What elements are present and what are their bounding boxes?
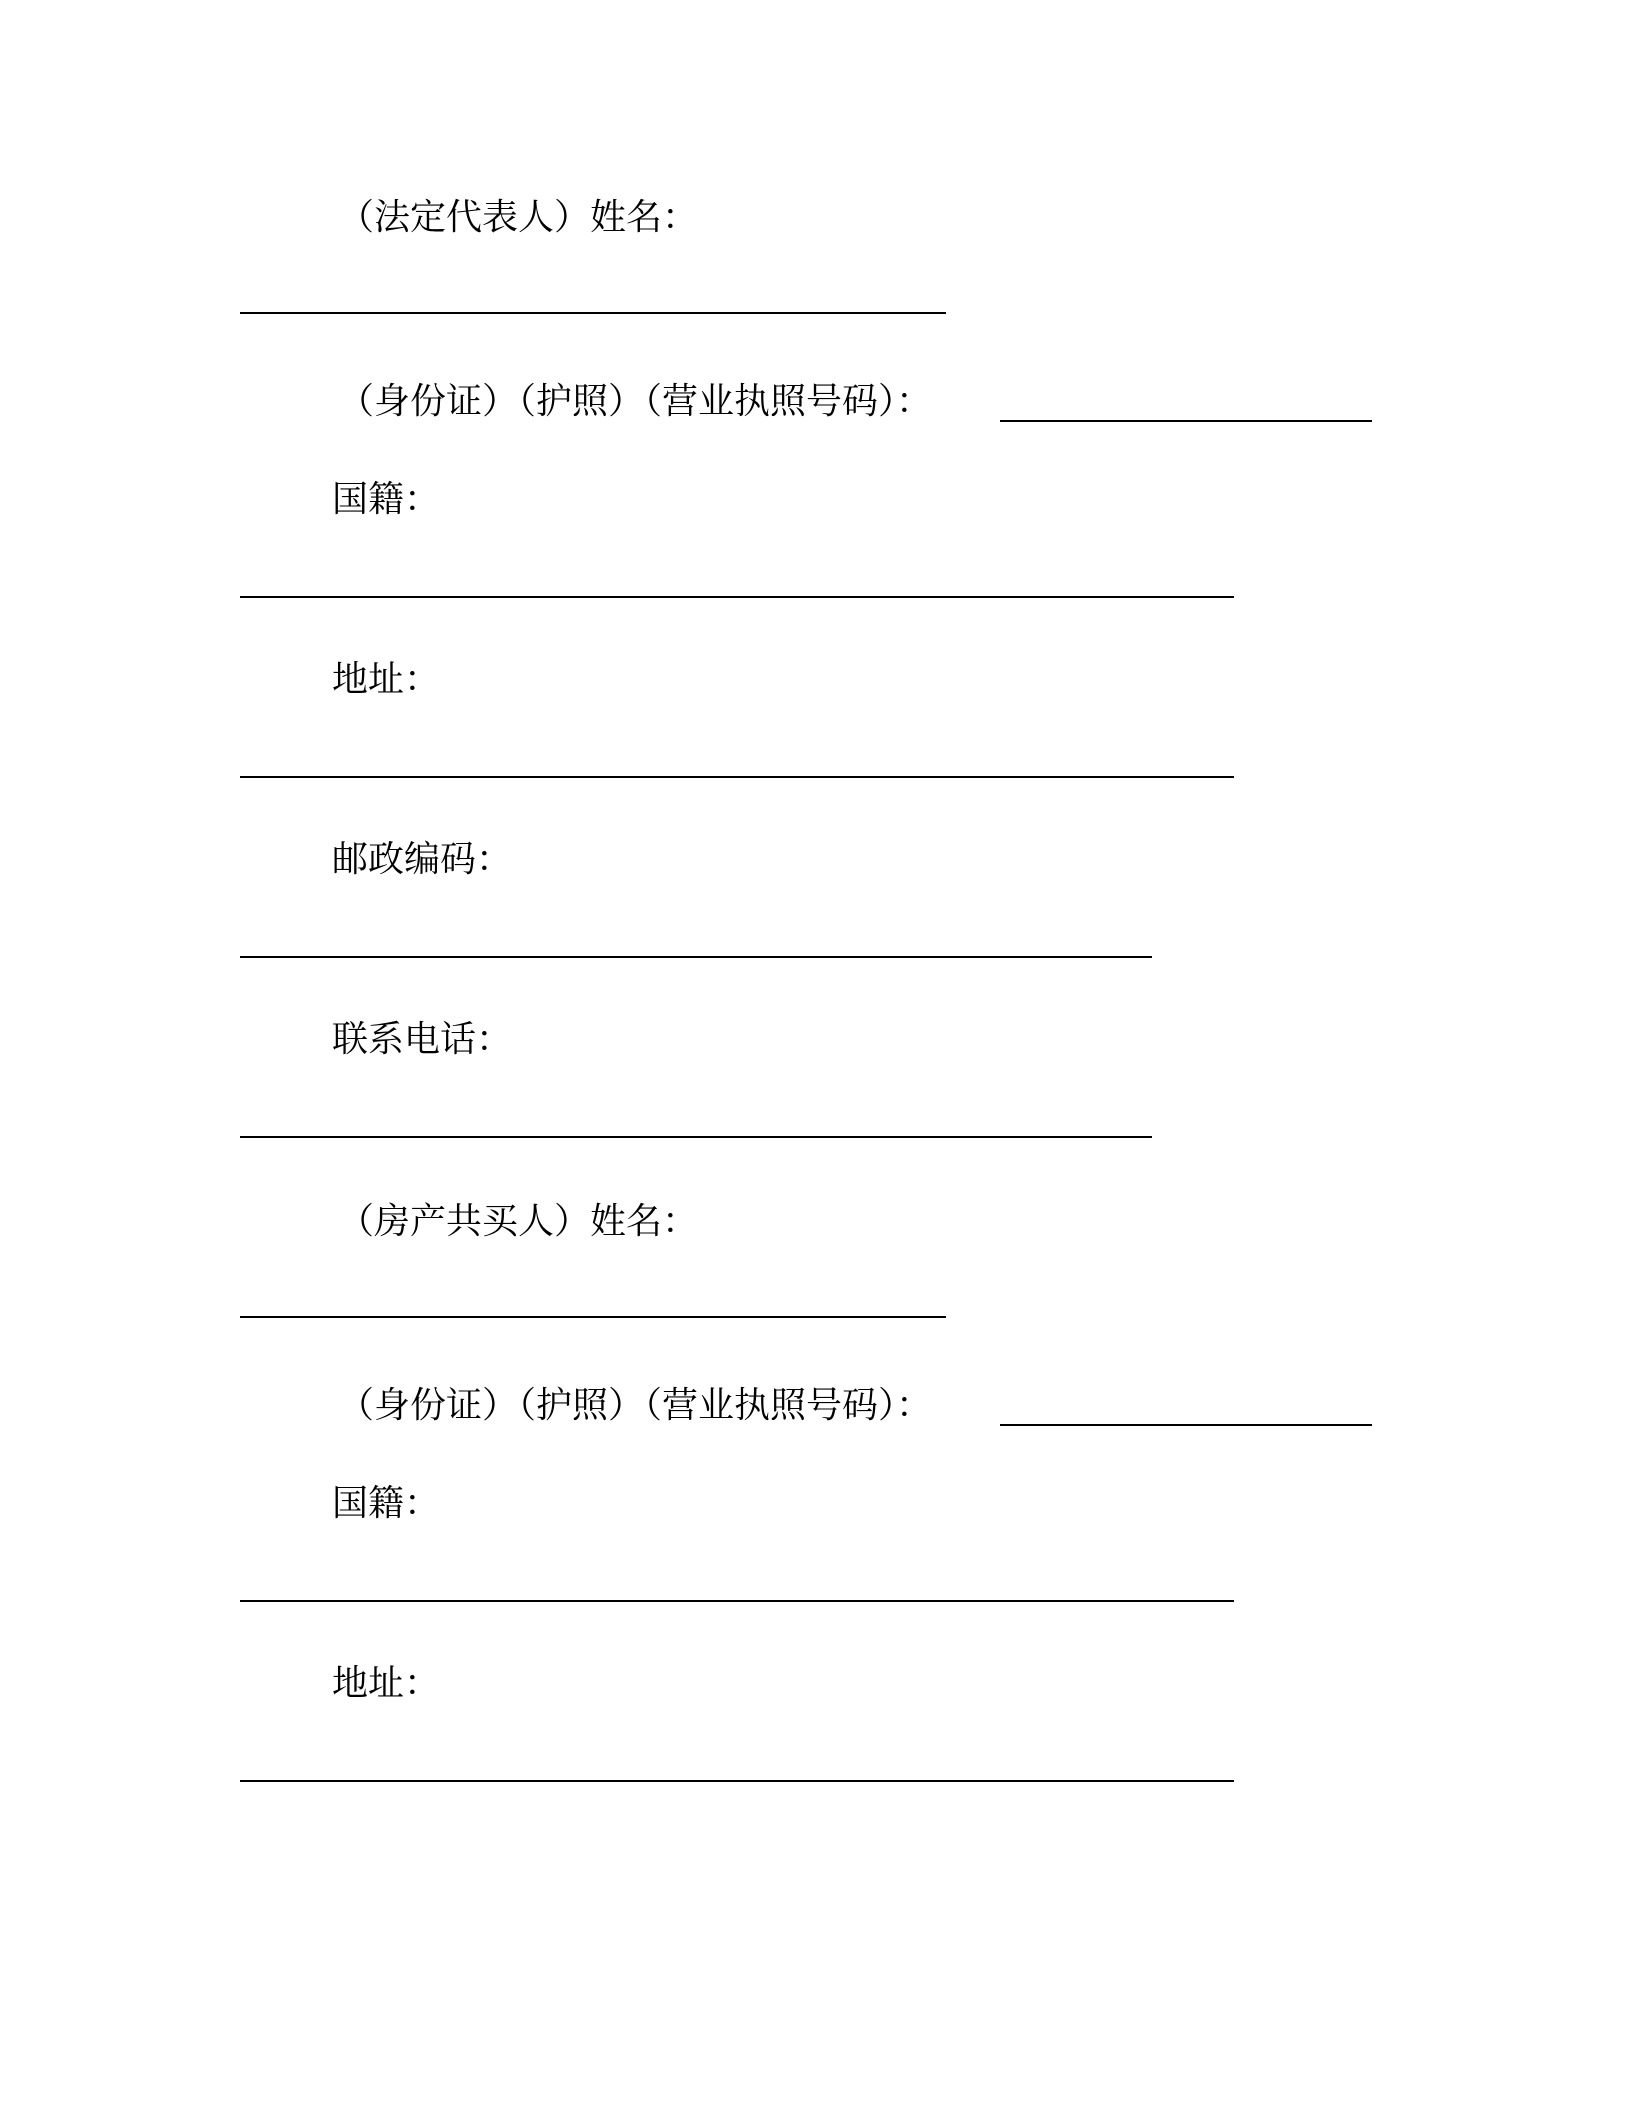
postal-code-label: 邮政编码： xyxy=(332,839,513,880)
postal-code-blank[interactable] xyxy=(240,956,1152,958)
co-buyer-id-number-blank[interactable] xyxy=(1000,1424,1372,1426)
address-blank[interactable] xyxy=(240,776,1234,778)
co-buyer-address-label: 地址： xyxy=(332,1663,441,1704)
phone-blank[interactable] xyxy=(240,1136,1152,1138)
co-buyer-name-label: （房产共买人）姓名： xyxy=(338,1201,699,1242)
co-buyer-address-blank[interactable] xyxy=(240,1780,1234,1782)
id-number-blank[interactable] xyxy=(1000,420,1372,422)
address-label: 地址： xyxy=(332,659,441,700)
co-buyer-nationality-blank[interactable] xyxy=(240,1600,1234,1602)
legal-representative-name-blank[interactable] xyxy=(240,312,946,314)
nationality-label: 国籍： xyxy=(332,479,441,520)
co-buyer-id-number-label: （身份证）（护照）（营业执照号码）： xyxy=(338,1385,933,1426)
id-number-label: （身份证）（护照）（营业执照号码）： xyxy=(338,381,933,422)
legal-representative-name-label: （法定代表人）姓名： xyxy=(338,197,699,238)
phone-label: 联系电话： xyxy=(332,1019,513,1060)
nationality-blank[interactable] xyxy=(240,596,1234,598)
co-buyer-name-blank[interactable] xyxy=(240,1316,946,1318)
co-buyer-nationality-label: 国籍： xyxy=(332,1483,441,1524)
